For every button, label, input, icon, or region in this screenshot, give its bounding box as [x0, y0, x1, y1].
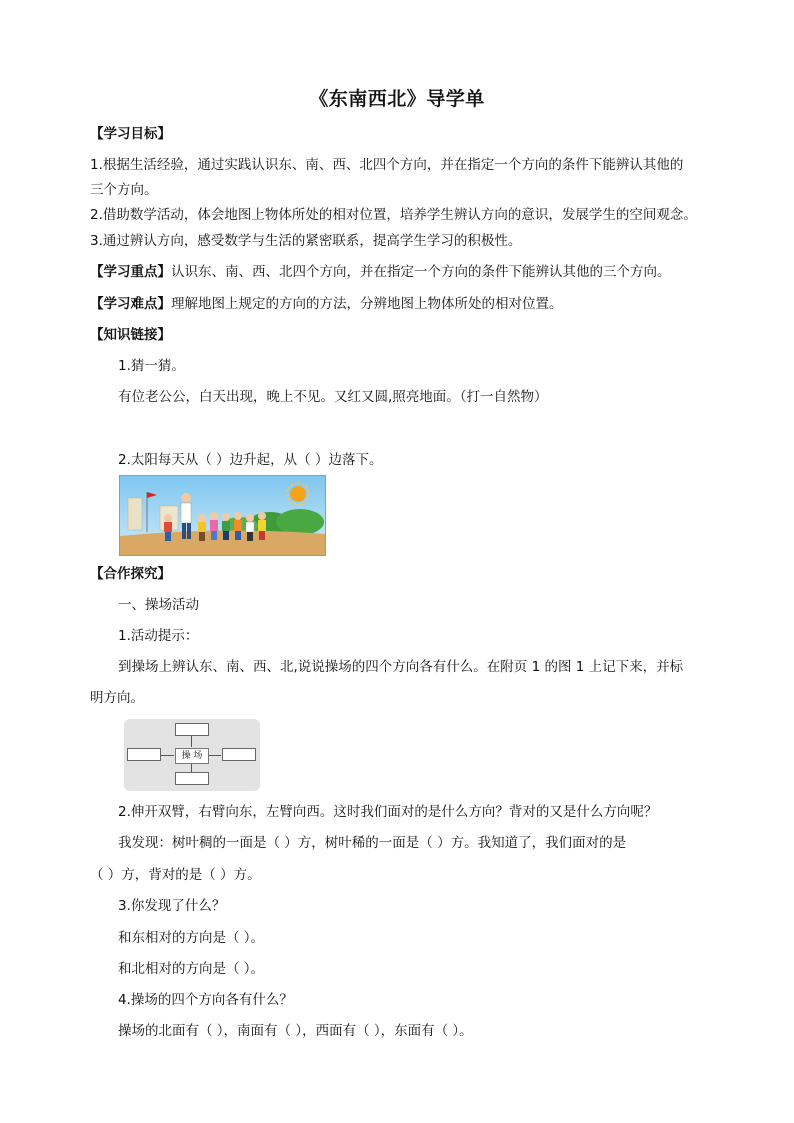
section-playground-activity: 一、操场活动: [118, 597, 199, 613]
goal-item-3: 3.通过辨认方向，感受数学与生活的紧密联系，提高学生学习的积极性。: [90, 233, 522, 249]
sun-question: 2.太阳每天从（ ）边升起，从（ ）边落下。: [118, 452, 383, 468]
activity-tip-line1: 到操场上辨认东、南、西、北,说说操场的四个方向各有什么。在附页 1 的图 1 上记下来，并标: [118, 659, 684, 675]
arrow-up: [191, 736, 192, 747]
arrow-right: [209, 755, 221, 756]
playground-directions-answer: 操场的北面有（ ），南面有（ ），西面有（ ），东面有（ ）。: [118, 1023, 473, 1039]
riddle-text: 有位老公公，白天出现，晚上不见。又红又圆,照亮地面。（打一自然物）: [118, 389, 548, 405]
page-title: 《东南西北》导学单: [309, 88, 485, 110]
opposite-north-question: 和北相对的方向是（ ）。: [118, 961, 265, 977]
difficulty-heading: 【学习难点】: [90, 296, 171, 312]
playground-center-label: 操 场: [175, 748, 209, 764]
playground-direction-diagram: [124, 719, 260, 791]
riddle-title: 1.猜一猜。: [118, 358, 185, 374]
difficulty-text: 理解地图上规定的方向的方法，分辨地图上物体所处的相对位置。: [171, 296, 563, 312]
difficulty-line: [90, 294, 563, 314]
arrow-left: [161, 755, 174, 756]
north-answer-box: [175, 723, 209, 736]
key-point-text: 认识东、南、西、北四个方向，并在指定一个方向的条件下能辨认其他的三个方向。: [171, 264, 671, 280]
west-answer-box: [127, 748, 161, 761]
discovery-line1: 我发现：树叶稠的一面是（ ）方，树叶稀的一面是（ ）方。我知道了，我们面对的是: [118, 835, 627, 851]
goal-item-1b: 三个方向。: [90, 182, 158, 198]
key-point-line: [90, 262, 671, 282]
opposite-east-question: 和东相对的方向是（ ）。: [118, 930, 265, 946]
south-answer-box: [175, 772, 209, 785]
discovery-line2: （ ）方，背对的是（ ）方。: [90, 867, 261, 883]
knowledge-heading: 【知识链接】: [90, 327, 171, 343]
q3-title: 3.你发现了什么？: [118, 898, 226, 914]
playground-scene-icon: [120, 476, 325, 555]
key-point-heading: 【学习重点】: [90, 264, 171, 280]
arrow-down: [191, 764, 192, 772]
explore-heading: 【合作探究】: [90, 566, 171, 582]
activity-tip-line2: 明方向。: [90, 690, 144, 706]
goal-item-1a: 1.根据生活经验，通过实践认识东、南、西、北四个方向，并在指定一个方向的条件下能辨认其他的: [90, 157, 684, 173]
activity-tip-title: 1.活动提示：: [118, 628, 199, 644]
q4-title: 4.操场的四个方向各有什么？: [118, 992, 293, 1008]
arms-question: 2.伸开双臂，右臂向东，左臂向西。这时我们面对的是什么方向？背对的又是什么方向呢？: [118, 804, 658, 820]
east-answer-box: [222, 748, 256, 761]
goal-item-2: 2.借助数学活动，体会地图上物体所处的相对位置，培养学生辨认方向的意识，发展学生的空间观念。: [90, 207, 697, 223]
goals-heading: 【学习目标】: [90, 126, 171, 142]
children-playground-illustration: [119, 475, 326, 556]
